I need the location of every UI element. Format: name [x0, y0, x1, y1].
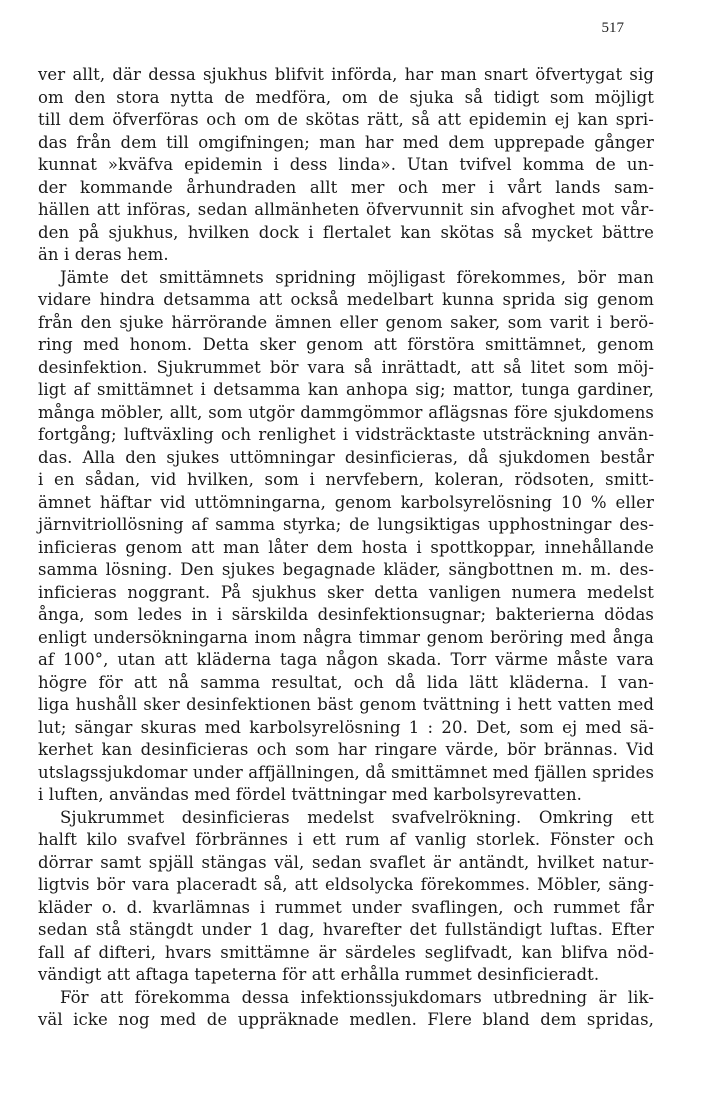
text-line: till dem öfverföras och om de skötas rätt, så att epidemin ej kan spri- — [38, 110, 654, 129]
text-line: vändigt att aftaga tapeterna för att erhålla rummet desinficieradt. — [38, 965, 600, 984]
text-line: ligt af smittämnet i detsamma kan anhopa sig; mattor, tunga gardiner, — [38, 380, 654, 399]
text-line: i en sådan, vid hvilken, som i nervfebern, koleran, rödsoten, smitt- — [38, 470, 654, 489]
text-line: ring med honom. Detta sker genom att förstöra smittämnet, genom — [38, 335, 654, 354]
text-line: ånga, som ledes in i särskilda desinfektionsugnar; bakterierna dödas — [38, 605, 654, 624]
text-line: kunnat »kväfva epidemin i dess linda». Utan tvifvel komma de un- — [38, 155, 654, 174]
text-line: lut; sängar skuras med karbolsyrelösning 1 : 20. Det, som ej med sä- — [38, 717, 654, 737]
text-line: samma lösning. Den sjukes begagnade kläder, sängbottnen m. m. des- — [38, 560, 654, 579]
text-line: För att förekomma dessa infektionssjukdomars utbredning är lik- — [60, 987, 654, 1007]
text-line: das. Alla den sjukes uttömningar desinficieras, då sjukdomen består — [38, 447, 654, 467]
text-line: ligtvis bör vara placeradt så, att eldsolycka förekommes. Möbler, säng- — [38, 875, 654, 894]
text-line: den på sjukhus, hvilken dock i flertalet kan skötas så mycket bättre — [38, 222, 654, 242]
text-line: kerhet kan desinficieras och som har ringare värde, bör brännas. Vid — [38, 740, 654, 759]
body-text — [38, 64, 654, 1032]
text-line: desinfektion. Sjukrummet bör vara så inrättadt, att så litet som möj- — [38, 357, 654, 377]
text-line: kläder o. d. kvarlämnas i rummet under svaflingen, och rummet får — [38, 897, 654, 917]
text-line: Jämte det smittämnets spridning möjligast förekommes, bör man — [60, 267, 654, 287]
text-line: högre för att nå samma resultat, och då lida lätt kläderna. I van- — [38, 672, 654, 692]
text-line: fall af difteri, hvars smittämne är särdeles seglifvadt, kan blifva nöd- — [38, 942, 654, 962]
text-line: sedan stå stängdt under 1 dag, hvarefter det fullständigt luftas. Efter — [38, 920, 654, 939]
text-line: om den stora nytta de medföra, om de sjuka så tidigt som möjligt — [38, 87, 654, 107]
text-line: liga hushåll sker desinfektionen bäst genom tvättning i hett vatten med — [38, 695, 654, 714]
page-number: 517 — [601, 20, 624, 36]
text-line: från den sjuke härrörande ämnen eller genom saker, som varit i berö- — [38, 312, 654, 332]
text-line: järnvitriollösning af samma styrka; de lungsiktigas upphostningar des- — [38, 515, 654, 534]
text-line: der kommande århundraden allt mer och mer i vårt lands sam- — [38, 177, 654, 197]
text-line: inficieras noggrant. På sjukhus sker detta vanligen numera medelst — [38, 582, 654, 602]
text-line: vidare hindra detsamma att också medelbart kunna sprida sig genom — [38, 290, 654, 309]
text-line: ämnet häftar vid uttömningarna, genom karbolsyrelösning 10 % eller — [38, 492, 654, 512]
text-line: utslagssjukdomar under affjällningen, då smittämnet med fjällen sprides — [38, 762, 655, 782]
text-line: af 100°, utan att kläderna taga någon skada. Torr värme måste vara — [38, 650, 654, 669]
text-line: hällen att införas, sedan allmänheten öfvervunnit sin afvoghet mot vår- — [38, 200, 654, 219]
text-line: halft kilo svafvel förbrännes i ett rum af vanlig storlek. Fönster och — [38, 830, 654, 849]
text-line: i luften, användas med fördel tvättningar med karbolsyrevatten. — [38, 785, 583, 804]
text-line: dörrar samt spjäll stängas väl, sedan svaflet är antändt, hvilket natur- — [38, 852, 654, 872]
text-line: enligt undersökningarna inom några timmar genom beröring med ånga — [38, 627, 654, 647]
text-line: fortgång; luftväxling och renlighet i vidsträcktaste utsträckning använ- — [38, 425, 654, 444]
text-line: inficieras genom att man låter dem hosta i spottkoppar, innehållande — [38, 537, 654, 557]
text-line: ver allt, där dessa sjukhus blifvit införda, har man snart öfvertygat sig — [38, 65, 654, 84]
text-line: än i deras hem. — [38, 245, 169, 264]
text-line: das från dem till omgifningen; man har med dem upprepade gånger — [38, 132, 654, 152]
text-line: många möbler, allt, som utgör dammgömmor aflägsnas före sjukdomens — [38, 402, 654, 422]
text-line: väl icke nog med de uppräknade medlen. Flere bland dem spridas, — [38, 1010, 654, 1029]
text-line: Sjukrummet desinficieras medelst svafvelrökning. Omkring ett — [60, 807, 654, 827]
